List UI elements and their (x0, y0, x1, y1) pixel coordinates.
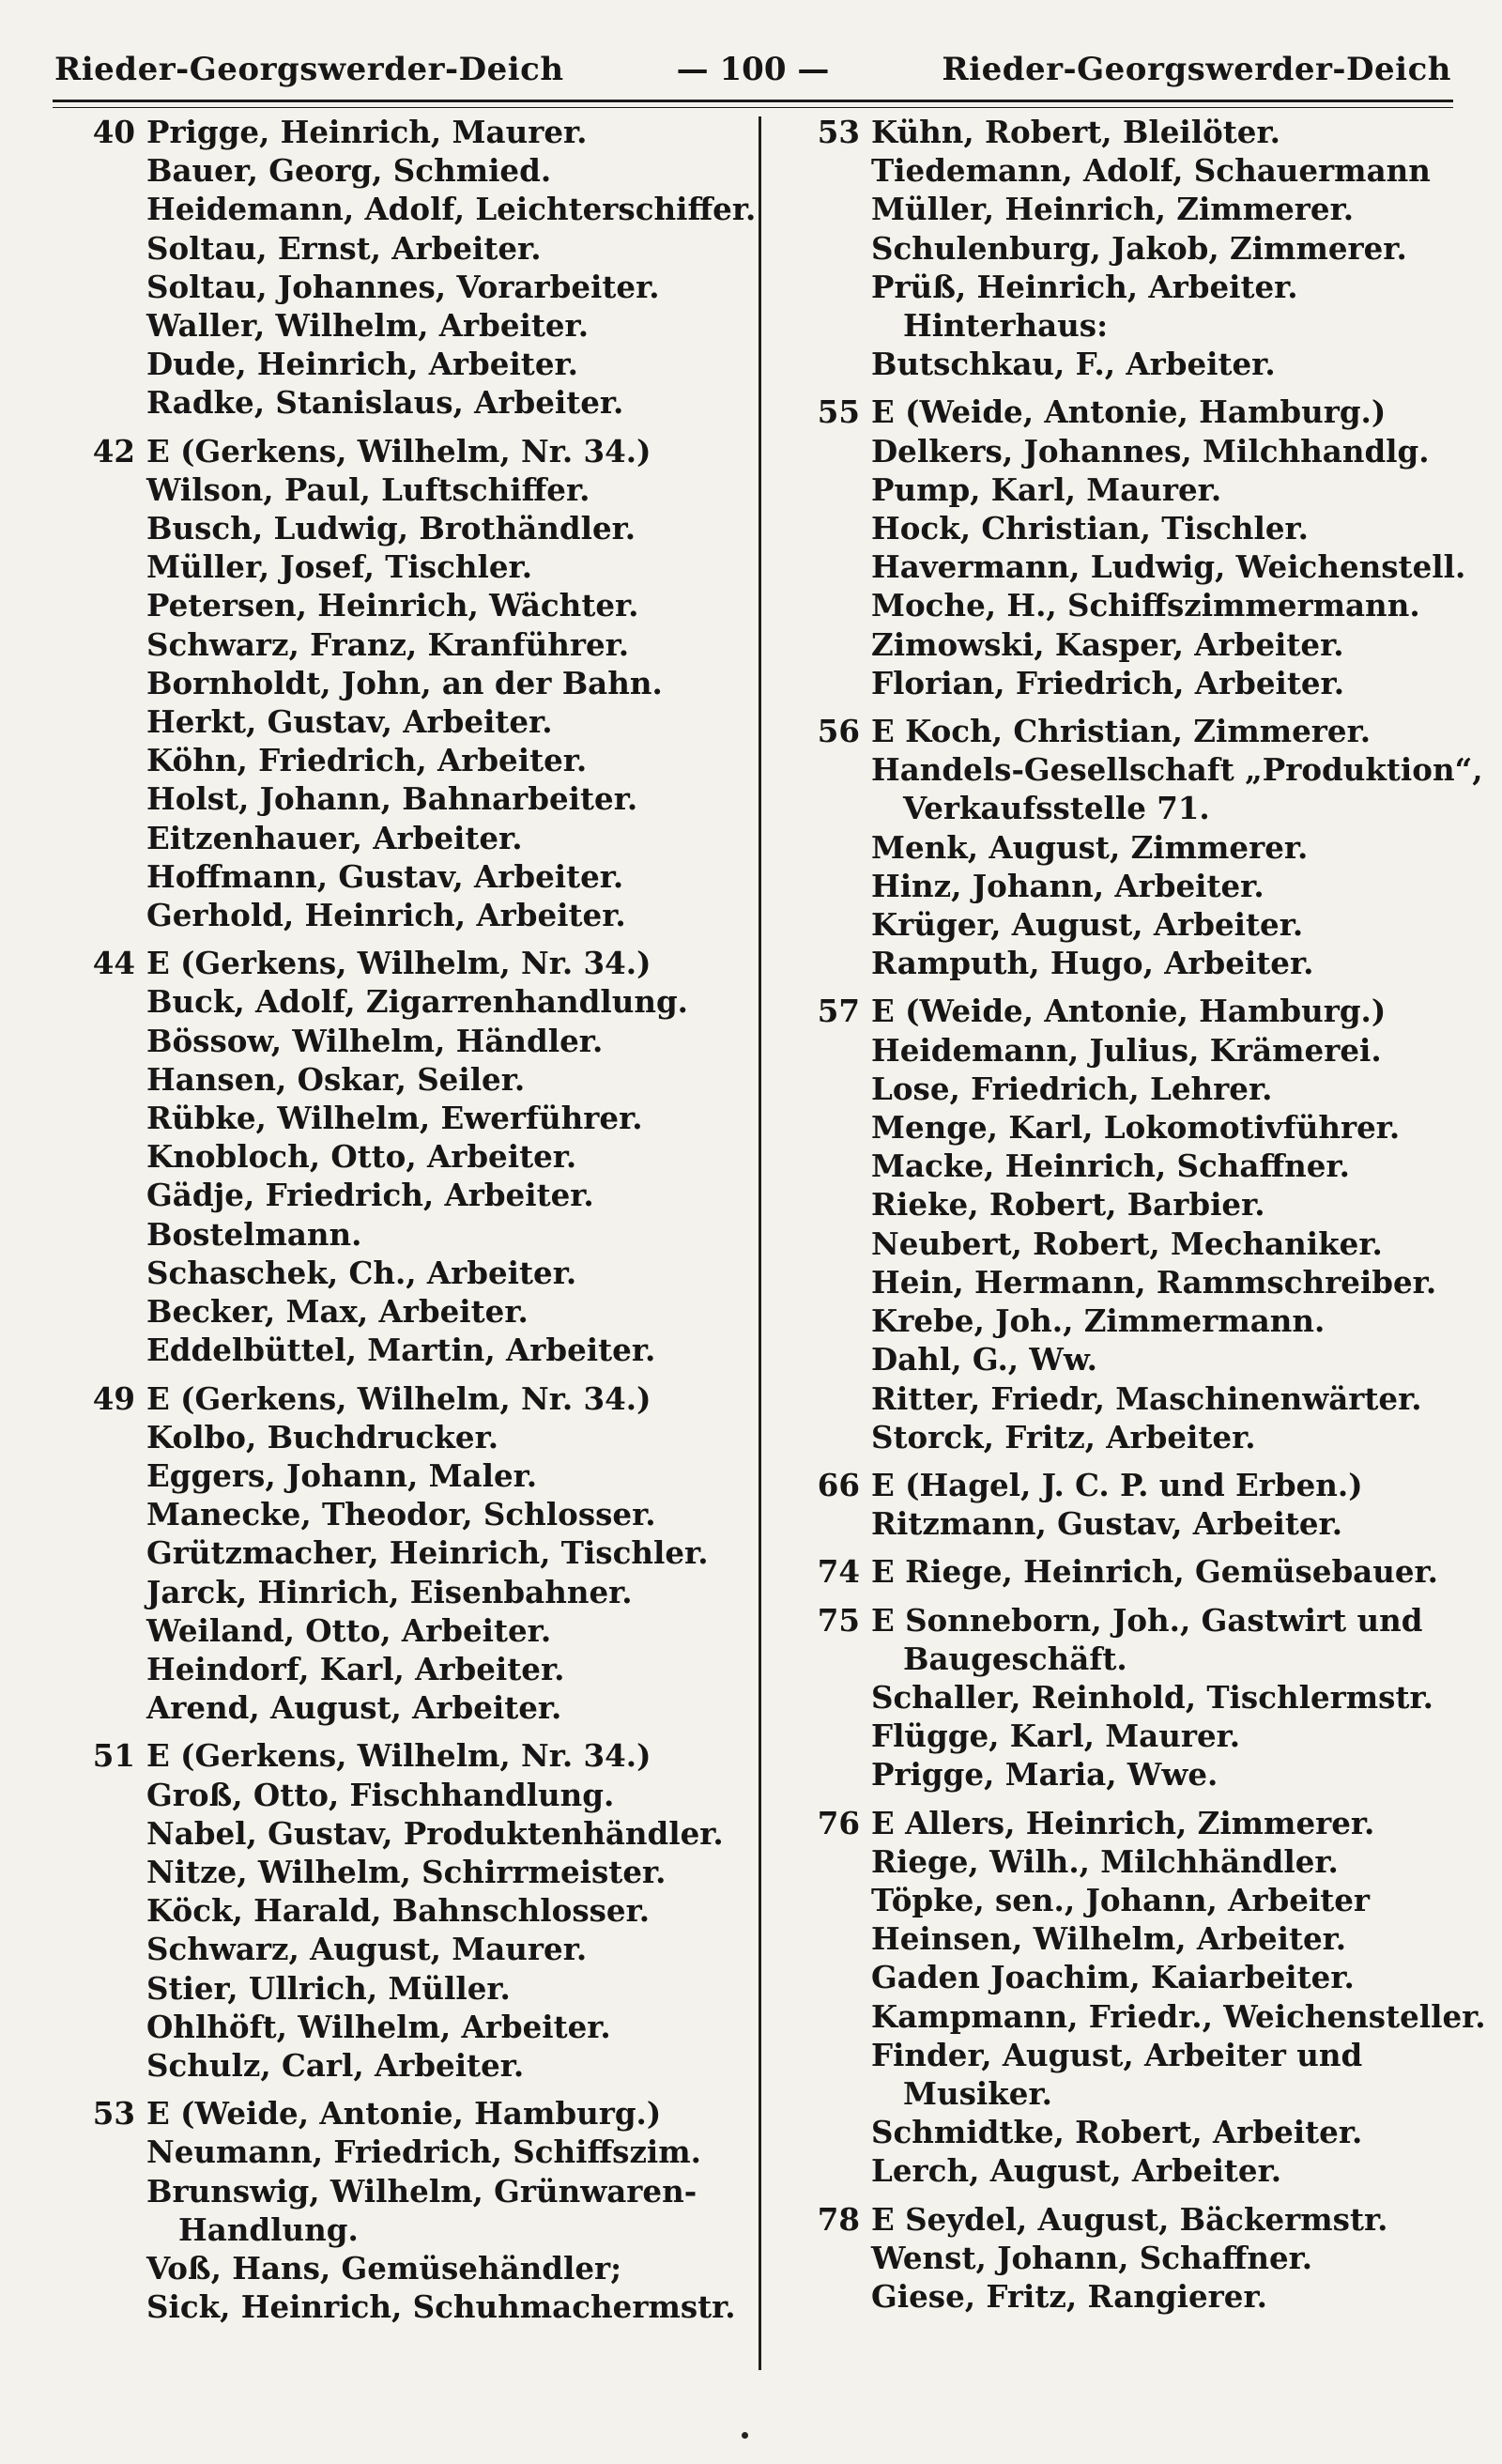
entry-text: Menk, August, Zimmerer. (871, 828, 1309, 866)
entry-text: Hoffmann, Gustav, Arbeiter. (146, 857, 624, 895)
entry-text: Neumann, Friedrich, Schiffszim. (146, 2133, 701, 2171)
house-number-entry (56, 2094, 746, 2133)
resident-entry (781, 190, 1476, 228)
entry-text: E (Weide, Antonie, Hamburg.) (871, 393, 1387, 431)
resident-entry (781, 664, 1476, 702)
house-number: 53 (817, 114, 860, 150)
resident-entry (56, 1176, 746, 1214)
house-number-entry (781, 113, 1476, 151)
entry-text: Handels-Gesellschaft „Produktion“, (871, 751, 1483, 789)
resident-entry (56, 1853, 746, 1891)
resident-entry (56, 345, 746, 383)
entry-text: E Riege, Heinrich, Gemüsebauer. (871, 1553, 1438, 1591)
resident-entry (781, 867, 1476, 905)
resident-entry (56, 664, 746, 702)
entry-text: Hinz, Johann, Arbeiter. (871, 867, 1264, 904)
resident-entry (781, 1678, 1476, 1717)
entry-text: Soltau, Ernst, Arbeiter. (146, 229, 542, 267)
entry-text: E (Gerkens, Wilhelm, Nr. 34.) (146, 432, 651, 470)
resident-entry (56, 383, 746, 422)
entry-text: Wenst, Johann, Schaffner. (871, 2239, 1313, 2276)
entry-text: Hein, Hermann, Rammschreiber. (871, 1263, 1437, 1301)
resident-entry (781, 229, 1476, 268)
resident-entry (781, 1070, 1476, 1108)
entry-text: Ramputh, Hugo, Arbeiter. (871, 945, 1314, 982)
resident-entry (781, 1108, 1476, 1147)
house-number: 40 (92, 114, 135, 150)
resident-entry (56, 1215, 746, 1254)
entry-text: Bössow, Wilhelm, Händler. (146, 1022, 604, 1059)
resident-entry (781, 2074, 1476, 2113)
resident-entry (56, 982, 746, 1021)
left-column (56, 113, 757, 2326)
entry-text: Heidemann, Julius, Krämerei. (871, 1031, 1382, 1069)
entry-text: Knobloch, Otto, Arbeiter. (146, 1138, 577, 1176)
resident-entry (781, 1640, 1476, 1678)
entry-text: Wilson, Paul, Luftschiffer. (146, 470, 590, 508)
resident-entry (56, 190, 757, 228)
resident-entry (781, 1147, 1476, 1185)
resident-entry (56, 1418, 746, 1456)
house-number: 53 (92, 2095, 135, 2133)
entry-text: E Allers, Heinrich, Zimmerer. (871, 1804, 1375, 1841)
entry-text: Hinterhaus: (903, 307, 1109, 345)
entry-text: Schulz, Carl, Arbeiter. (146, 2046, 525, 2084)
house-number-entry (781, 1601, 1476, 1640)
resident-entry (56, 586, 746, 624)
resident-entry (56, 229, 746, 268)
entry-text: Sick, Heinrich, Schuhmachermstr. (146, 2288, 736, 2326)
house-number: 56 (817, 713, 860, 750)
entry-text: Butschkau, F., Arbeiter. (871, 346, 1276, 383)
entry-text: Eggers, Johann, Maler. (146, 1456, 538, 1494)
resident-entry (56, 819, 746, 857)
resident-entry (56, 1573, 746, 1611)
resident-entry (781, 2036, 1476, 2074)
resident-entry (781, 1263, 1476, 1301)
entry-text: Gaden Joachim, Kaiarbeiter. (871, 1959, 1355, 1996)
entry-text: Köck, Harald, Bahnschlosser. (146, 1892, 651, 1930)
entry-text: Prüß, Heinrich, Arbeiter. (871, 268, 1298, 305)
entry-text: Voß, Hans, Gemüsehändler; (146, 2249, 622, 2287)
house-number-entry (781, 393, 1476, 431)
entry-text: E Seydel, August, Bäckermstr. (871, 2200, 1388, 2238)
resident-entry (56, 2287, 746, 2326)
resident-entry (56, 1688, 746, 1727)
resident-entry (781, 905, 1476, 944)
resident-entry (56, 1099, 746, 1137)
entry-text: Manecke, Theodor, Schlosser. (146, 1496, 656, 1533)
entry-text: Stier, Ullrich, Müller. (146, 1969, 511, 2007)
house-number-entry (56, 1379, 746, 1418)
house-number: 55 (817, 393, 860, 431)
entry-text: Rübke, Wilhelm, Ewerführer. (146, 1100, 643, 1137)
resident-entry (56, 1060, 746, 1099)
entry-text: Musiker. (903, 2074, 1052, 2112)
entry-text: Buck, Adolf, Zigarrenhandlung. (146, 983, 688, 1021)
resident-entry (56, 547, 746, 586)
entry-text: Prigge, Maria, Wwe. (871, 1756, 1218, 1794)
resident-entry (781, 1842, 1476, 1881)
entry-text: Nabel, Gustav, Produktenhändler. (146, 1814, 724, 1852)
house-number: 49 (92, 1379, 135, 1417)
resident-entry (56, 2172, 746, 2210)
entry-text: Tiedemann, Adolf, Schauermann (871, 152, 1431, 190)
resident-entry (781, 2151, 1476, 2190)
entry-text: Prigge, Heinrich, Maurer. (146, 114, 588, 150)
resident-entry (781, 1031, 1476, 1070)
resident-entry (781, 1224, 1476, 1263)
entry-text: Brunswig, Wilhelm, Grünwaren- (146, 2172, 697, 2210)
resident-entry (781, 1881, 1476, 1919)
entry-text: Schulenburg, Jakob, Zimmerer. (871, 229, 1407, 267)
entry-text: Busch, Ludwig, Brothändler. (146, 510, 636, 547)
entry-text: Heindorf, Karl, Arbeiter. (146, 1650, 565, 1687)
entry-text: Weiland, Otto, Arbeiter. (146, 1611, 552, 1649)
entry-text: Kampmann, Friedr., Weichensteller. (871, 1997, 1486, 2035)
resident-entry (56, 2249, 746, 2287)
resident-entry (781, 470, 1476, 509)
entry-text: Dude, Heinrich, Arbeiter. (146, 346, 578, 383)
resident-entry (56, 1495, 746, 1533)
resident-entry (56, 1331, 746, 1369)
entry-text: Rieke, Robert, Barbier. (871, 1186, 1265, 1224)
entry-text: E Sonneborn, Joh., Gastwirt und (871, 1601, 1423, 1639)
entry-text: Bornholdt, John, an der Bahn. (146, 664, 663, 701)
entry-text: Grützmacher, Heinrich, Tischler. (146, 1534, 709, 1572)
resident-entry (781, 944, 1476, 982)
resident-entry (781, 151, 1476, 190)
resident-entry (781, 1755, 1476, 1794)
entry-text: Schmidtke, Robert, Arbeiter. (871, 2114, 1363, 2151)
entry-text: E (Hagel, J. C. P. und Erben.) (871, 1466, 1363, 1503)
resident-entry (781, 828, 1476, 867)
entry-text: E (Weide, Antonie, Hamburg.) (146, 2095, 662, 2133)
house-number-entry (56, 113, 746, 151)
house-number: 57 (817, 993, 860, 1030)
resident-entry (56, 151, 746, 190)
resident-entry (781, 1504, 1476, 1543)
entry-text: Heidemann, Adolf, Leichterschiffer. (146, 191, 757, 228)
house-number: 44 (92, 945, 135, 982)
entry-text: Kühn, Robert, Bleilöter. (871, 114, 1280, 150)
entry-text: Nitze, Wilhelm, Schirrmeister. (146, 1853, 667, 1890)
resident-entry (56, 1254, 746, 1292)
header-rule-thin (53, 107, 1453, 108)
resident-entry (56, 2008, 746, 2046)
house-number: 66 (817, 1466, 860, 1503)
entry-text: Lerch, August, Arbeiter. (871, 2152, 1282, 2190)
resident-entry (56, 702, 746, 741)
resident-entry (781, 1185, 1476, 1224)
entry-text: Verkaufsstelle 71. (903, 790, 1210, 827)
entry-text: Delkers, Johannes, Milchhandlg. (871, 432, 1430, 470)
entry-text: Soltau, Johannes, Vorarbeiter. (146, 268, 660, 305)
resident-entry (781, 2113, 1476, 2151)
resident-entry (781, 268, 1476, 306)
resident-entry (56, 857, 746, 896)
resident-entry (56, 1022, 746, 1060)
house-number: 51 (92, 1737, 135, 1775)
right-column (781, 113, 1486, 2316)
entry-text: Gerhold, Heinrich, Arbeiter. (146, 897, 626, 934)
resident-entry (56, 1814, 746, 1853)
house-number-entry (781, 2200, 1476, 2239)
entry-text: Handlung. (178, 2210, 359, 2248)
resident-entry (56, 1650, 746, 1688)
entry-text: Baugeschäft. (903, 1640, 1127, 1677)
resident-entry (56, 470, 746, 509)
entry-text: Zimowski, Kasper, Arbeiter. (871, 625, 1344, 663)
entry-text: Dahl, G., Ww. (871, 1341, 1097, 1378)
resident-entry (56, 2210, 746, 2249)
resident-entry (56, 1456, 746, 1495)
resident-entry (56, 1533, 746, 1572)
house-number: 42 (92, 432, 135, 470)
entry-text: Holst, Johann, Bahnarbeiter. (146, 780, 638, 818)
entry-text: E (Gerkens, Wilhelm, Nr. 34.) (146, 1379, 651, 1417)
entry-text: Müller, Heinrich, Zimmerer. (871, 191, 1355, 228)
resident-entry (56, 268, 746, 306)
entry-text: Waller, Wilhelm, Arbeiter. (146, 307, 590, 345)
entry-text: Radke, Stanislaus, Arbeiter. (146, 384, 624, 422)
entry-text: Florian, Friedrich, Arbeiter. (871, 664, 1345, 701)
resident-entry (56, 1891, 746, 1930)
entry-text: Gädje, Friedrich, Arbeiter. (146, 1177, 594, 1214)
entry-text: Schaschek, Ch., Arbeiter. (146, 1254, 577, 1291)
resident-entry (781, 625, 1476, 664)
resident-entry (56, 1930, 746, 1968)
house-number-entry (56, 944, 746, 982)
entry-text: Finder, August, Arbeiter und (871, 2036, 1363, 2073)
entry-text: Lose, Friedrich, Lehrer. (871, 1070, 1273, 1107)
resident-entry (56, 779, 746, 818)
resident-entry (56, 509, 746, 547)
resident-entry (781, 2277, 1476, 2316)
house-number-entry (781, 1804, 1476, 1842)
resident-entry (56, 2046, 746, 2085)
entry-text: E (Weide, Antonie, Hamburg.) (871, 993, 1387, 1030)
entry-text: Groß, Otto, Fischhandlung. (146, 1776, 615, 1813)
entry-text: Schwarz, August, Maurer. (146, 1931, 588, 1968)
resident-entry (56, 2133, 746, 2171)
resident-entry (56, 1137, 746, 1176)
house-number: 76 (817, 1804, 860, 1841)
resident-entry (781, 1717, 1476, 1755)
house-number: 75 (817, 1601, 860, 1639)
resident-entry (781, 1340, 1476, 1378)
resident-entry (56, 1611, 746, 1650)
house-number-entry (56, 432, 746, 470)
resident-entry (781, 789, 1476, 827)
house-number: 78 (817, 2200, 860, 2238)
resident-entry (781, 1379, 1476, 1418)
house-number-entry (781, 992, 1476, 1030)
entry-text: Flügge, Karl, Maurer. (871, 1717, 1241, 1755)
resident-entry (56, 741, 746, 779)
entry-text: Heinsen, Wilhelm, Arbeiter. (871, 1920, 1347, 1958)
entry-text: Havermann, Ludwig, Weichenstell. (871, 548, 1466, 586)
resident-entry (781, 1997, 1486, 2036)
resident-entry (56, 896, 746, 934)
header-street-right: Rieder-Georgswerder-Deich (942, 51, 1451, 88)
entry-text: Kolbo, Buchdrucker. (146, 1418, 499, 1455)
entry-text: Bauer, Georg, Schmied. (146, 152, 552, 190)
entry-text: Pump, Karl, Maurer. (871, 470, 1222, 508)
resident-entry (781, 586, 1476, 624)
resident-entry (781, 750, 1483, 789)
entry-text: E (Gerkens, Wilhelm, Nr. 34.) (146, 945, 651, 982)
resident-entry (781, 432, 1476, 470)
entry-text: Eitzenhauer, Arbeiter. (146, 819, 523, 856)
entry-text: Petersen, Heinrich, Wächter. (146, 587, 639, 624)
house-number-entry (781, 712, 1476, 750)
entry-text: Töpke, sen., Johann, Arbeiter (871, 1881, 1371, 1918)
column-divider (759, 116, 761, 2370)
entry-text: Arend, August, Arbeiter. (146, 1689, 562, 1727)
entry-text: Bostelmann. (146, 1215, 362, 1253)
entry-text: Riege, Wilh., Milchhändler. (871, 1842, 1339, 1880)
page-mark (742, 2432, 748, 2439)
entry-text: Jarck, Hinrich, Eisenbahner. (146, 1573, 633, 1610)
entry-text: Macke, Heinrich, Schaffner. (871, 1147, 1350, 1185)
resident-entry (781, 1958, 1476, 1996)
house-number-entry (56, 1736, 746, 1775)
page-number: — 100 — (676, 51, 830, 88)
entry-text: Giese, Fritz, Rangierer. (871, 2277, 1267, 2315)
resident-entry (56, 1776, 746, 1814)
entry-text: Becker, Max, Arbeiter. (146, 1293, 529, 1331)
entry-text: Ritzmann, Gustav, Arbeiter. (871, 1505, 1343, 1543)
resident-entry (56, 1292, 746, 1331)
entry-text: Moche, H., Schiffszimmermann. (871, 587, 1420, 624)
entry-text: Neubert, Robert, Mechaniker. (871, 1224, 1383, 1262)
resident-entry (781, 306, 1476, 345)
page-header (54, 51, 1451, 98)
resident-entry (781, 2239, 1476, 2277)
header-rule-thick (53, 100, 1453, 102)
resident-entry (56, 625, 746, 664)
entry-text: Köhn, Friedrich, Arbeiter. (146, 742, 588, 779)
entry-text: Menge, Karl, Lokomotivführer. (871, 1109, 1401, 1147)
entry-text: Hansen, Oskar, Seiler. (146, 1060, 526, 1098)
resident-entry (781, 1418, 1476, 1456)
house-number-entry (781, 1466, 1476, 1504)
resident-entry (781, 509, 1476, 547)
resident-entry (781, 547, 1476, 586)
entry-text: Eddelbüttel, Martin, Arbeiter. (146, 1332, 656, 1369)
entry-text: E Koch, Christian, Zimmerer. (871, 713, 1372, 750)
header-street-left: Rieder-Georgswerder-Deich (54, 51, 564, 88)
entry-text: Müller, Josef, Tischler. (146, 548, 533, 586)
resident-entry (56, 1969, 746, 2008)
resident-entry (781, 345, 1476, 383)
resident-entry (781, 1301, 1476, 1340)
entry-text: Hock, Christian, Tischler. (871, 510, 1309, 547)
house-number: 74 (817, 1553, 860, 1591)
entry-text: Krebe, Joh., Zimmermann. (871, 1302, 1326, 1340)
resident-entry (781, 1919, 1476, 1958)
entry-text: Schaller, Reinhold, Tischlermstr. (871, 1678, 1433, 1716)
entry-text: Krüger, August, Arbeiter. (871, 906, 1304, 944)
entry-text: Herkt, Gustav, Arbeiter. (146, 703, 553, 741)
resident-entry (56, 306, 746, 345)
house-number-entry (781, 1552, 1476, 1591)
entry-text: Ohlhöft, Wilhelm, Arbeiter. (146, 2008, 611, 2045)
entry-text: E (Gerkens, Wilhelm, Nr. 34.) (146, 1737, 651, 1775)
entry-text: Ritter, Friedr, Maschinenwärter. (871, 1379, 1422, 1417)
entry-text: Storck, Fritz, Arbeiter. (871, 1418, 1256, 1455)
entry-text: Schwarz, Franz, Kranführer. (146, 625, 630, 663)
